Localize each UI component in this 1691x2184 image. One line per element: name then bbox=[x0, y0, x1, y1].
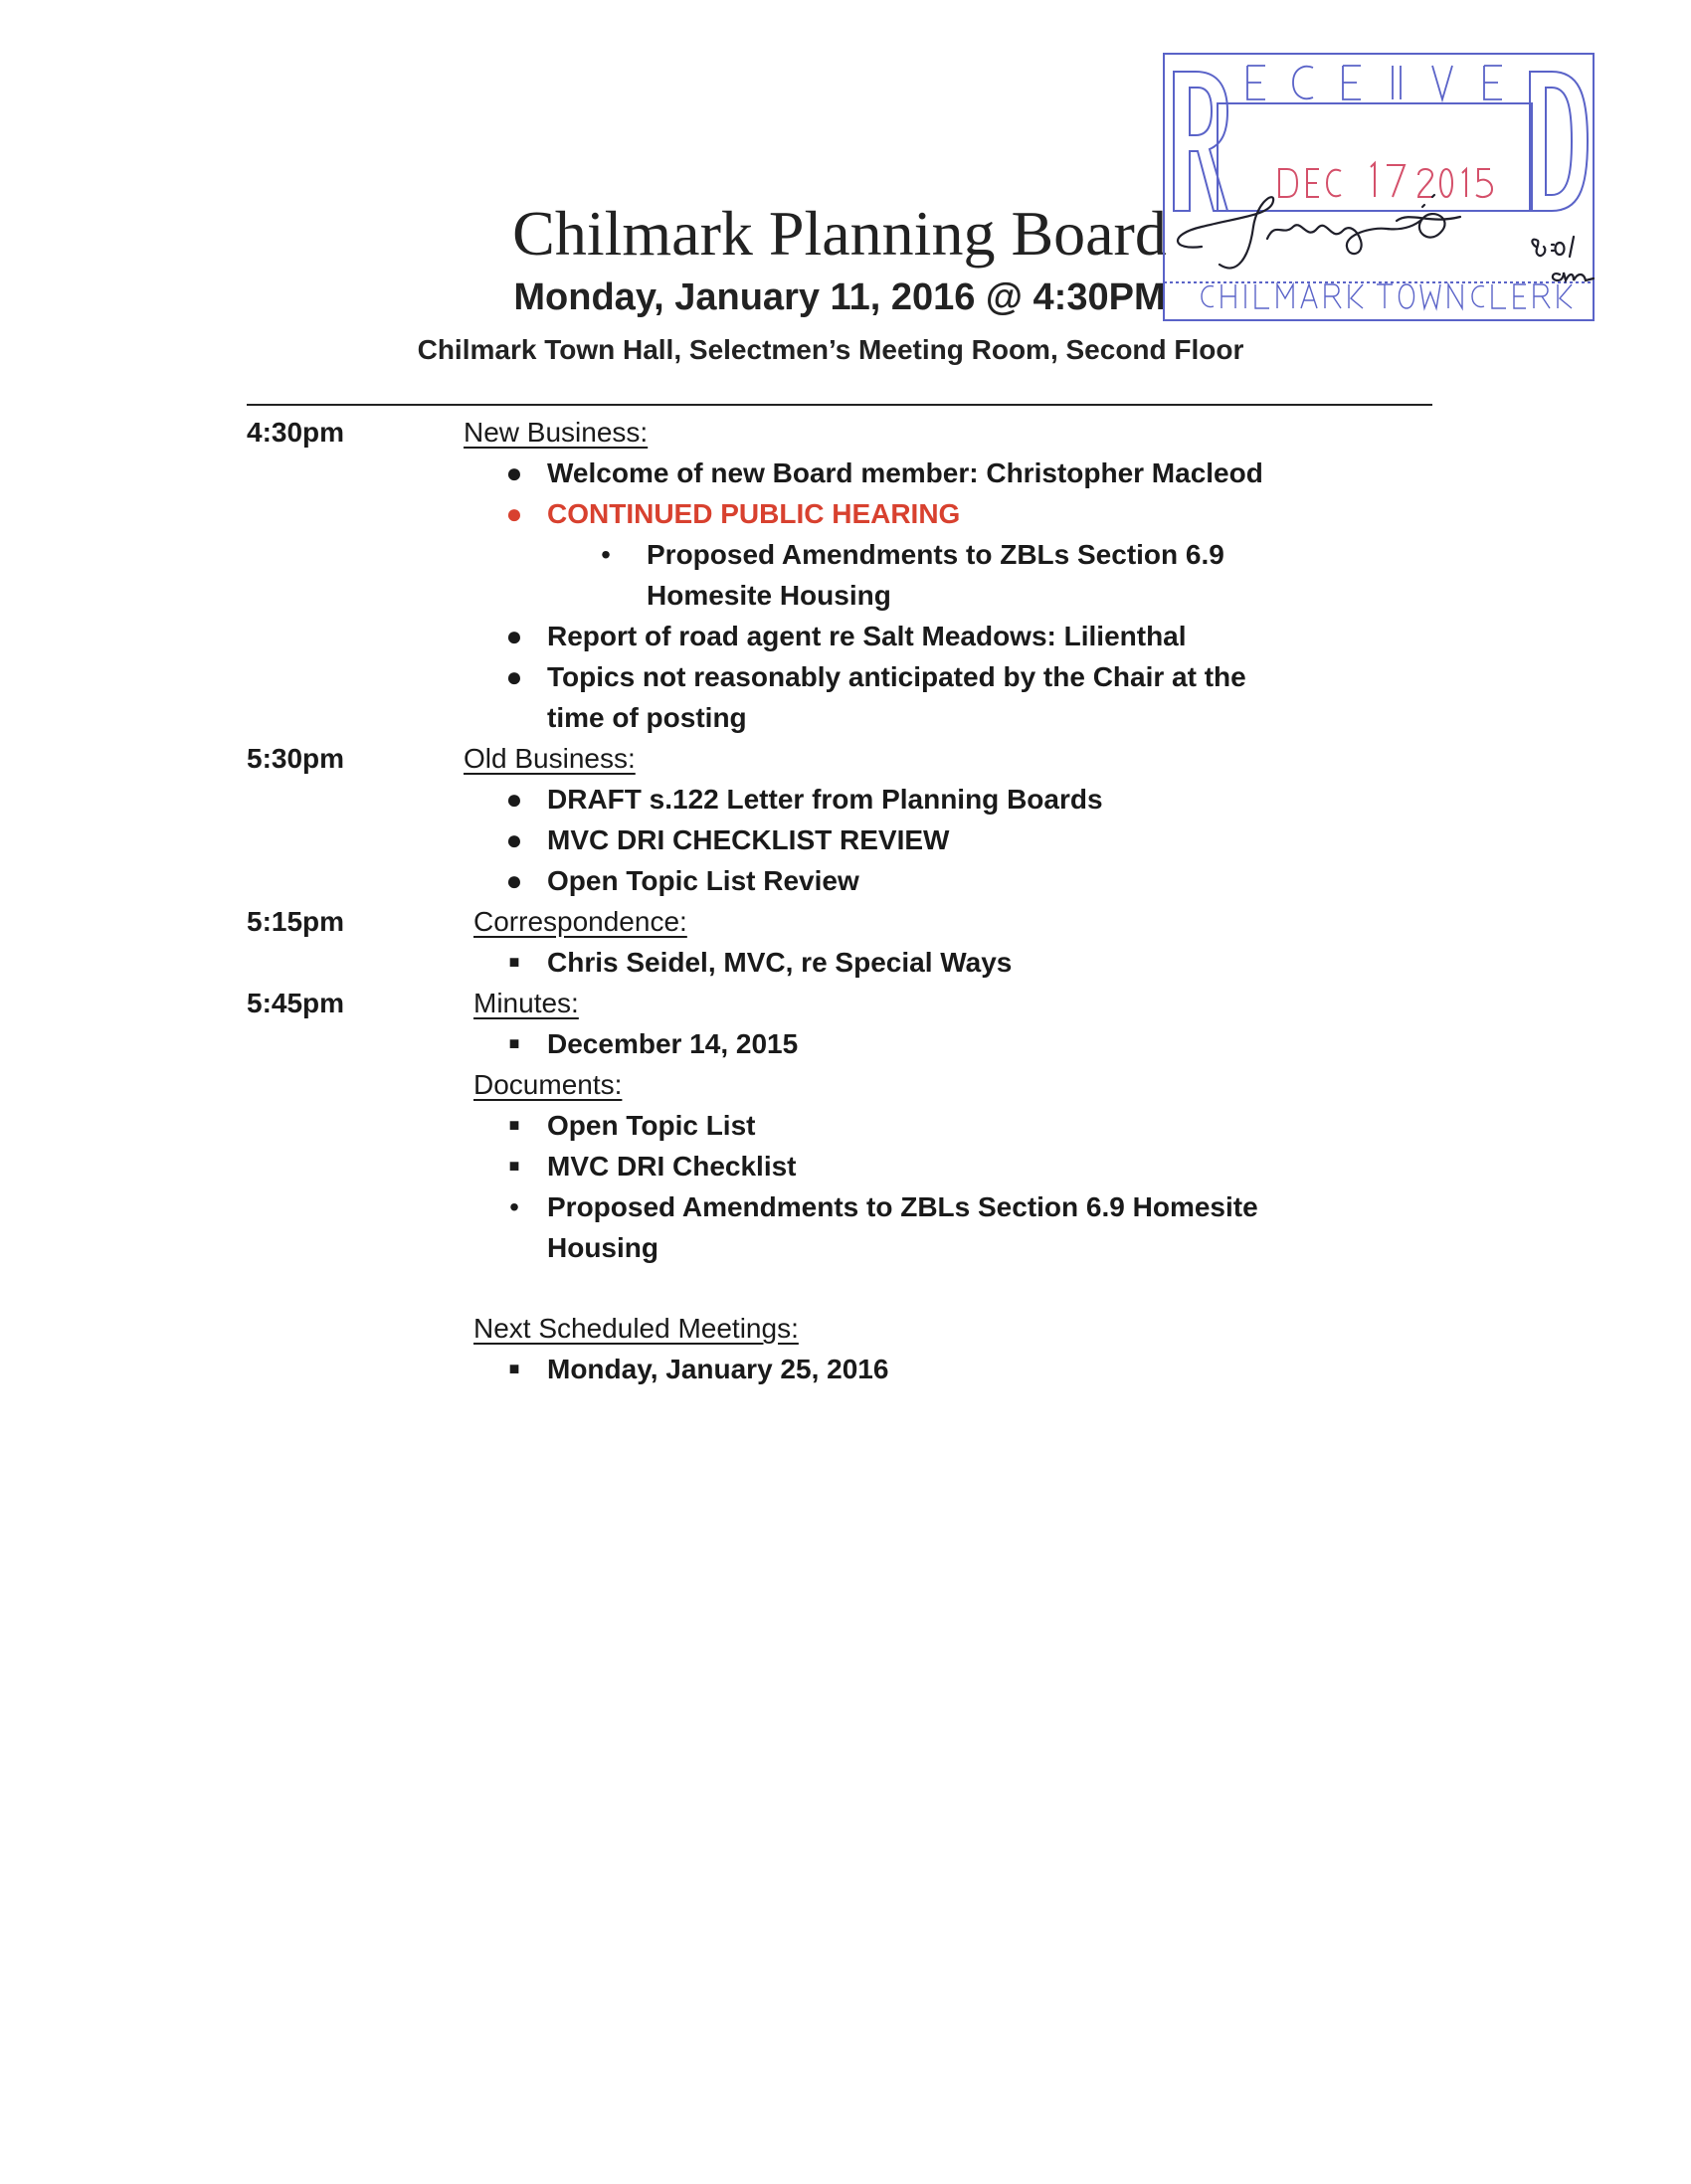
stamp-letter-e2 bbox=[1343, 66, 1361, 99]
list-item bbox=[247, 860, 1341, 901]
stamp-text-o bbox=[1400, 284, 1414, 308]
section-heading: New Business: bbox=[464, 417, 649, 448]
bullet-icon: • bbox=[601, 539, 611, 570]
stamp-date-c bbox=[1327, 170, 1341, 197]
meeting-location: Chilmark Town Hall, Selectmen’s Meeting Room, Second Floor bbox=[417, 334, 1244, 365]
spacer bbox=[247, 1268, 1440, 1308]
list-item bbox=[247, 656, 1341, 738]
section-heading: Correspondence: bbox=[473, 906, 687, 937]
section-time: 5:15pm bbox=[247, 906, 345, 937]
bullet-icon: ■ bbox=[508, 1359, 520, 1378]
stamp-text-h bbox=[1221, 284, 1235, 308]
bullet-icon: ■ bbox=[508, 952, 520, 972]
stamp-text-r bbox=[1325, 284, 1341, 308]
list-item bbox=[247, 1349, 1341, 1389]
stamp-date-5 bbox=[1476, 169, 1492, 197]
item-text: Open Topic List Review bbox=[547, 865, 859, 896]
stamp-text-k2 bbox=[1558, 284, 1572, 308]
stamp-letter-e1 bbox=[1247, 66, 1265, 99]
stamp-date-1 bbox=[1371, 163, 1375, 197]
bullet-icon: ● bbox=[505, 457, 523, 488]
item-text: CONTINUED PUBLIC HEARING bbox=[547, 498, 961, 529]
stamp-text-r2 bbox=[1534, 284, 1550, 308]
header-divider bbox=[247, 404, 1432, 406]
handwritten-01 bbox=[1556, 237, 1575, 257]
item-text: Monday, January 25, 2016 bbox=[547, 1354, 889, 1384]
bullet-icon: ● bbox=[505, 498, 523, 529]
agenda bbox=[247, 412, 1440, 1389]
stamp-text-w bbox=[1420, 284, 1440, 308]
stamp-date-7 bbox=[1387, 165, 1405, 197]
section-heading: Next Scheduled Meetings: bbox=[473, 1313, 799, 1344]
signature-stroke-2 bbox=[1267, 219, 1422, 254]
item-text: MVC DRI Checklist bbox=[547, 1151, 797, 1182]
item-text: DRAFT s.122 Letter from Planning Boards bbox=[547, 784, 1103, 815]
signature-stroke-3 bbox=[1397, 214, 1460, 238]
stamp-text-t bbox=[1377, 284, 1393, 308]
item-text: Chris Seidel, MVC, re Special Ways bbox=[547, 947, 1013, 978]
received-stamp bbox=[1162, 52, 1596, 322]
item-text: Proposed Amendments to ZBLs Section 6.9 Homesite Housing bbox=[547, 1191, 1258, 1263]
list-item bbox=[247, 942, 1341, 983]
bullet-icon: ■ bbox=[508, 1156, 520, 1176]
agenda-section-new-business bbox=[247, 412, 1440, 738]
list-item-public-hearing bbox=[247, 493, 1341, 534]
item-text: Open Topic List bbox=[547, 1110, 756, 1141]
stamp-text-m bbox=[1277, 284, 1293, 308]
item-text: MVC DRI CHECKLIST REVIEW bbox=[547, 824, 950, 855]
stamp-letter-r bbox=[1174, 72, 1227, 211]
stamp-date-0 bbox=[1440, 169, 1452, 197]
agenda-section-correspondence bbox=[247, 901, 1440, 983]
stamp-text-l bbox=[1255, 284, 1269, 308]
item-text: Report of road agent re Salt Meadows: Lilienthal bbox=[547, 621, 1187, 651]
stamp-letter-i bbox=[1393, 66, 1401, 99]
stamp-text-c bbox=[1202, 286, 1214, 307]
list-item bbox=[247, 1186, 1341, 1268]
item-text: Proposed Amendments to ZBLs Section 6.9 Homesite Housing bbox=[647, 539, 1224, 611]
stamp-text-n bbox=[1448, 284, 1462, 308]
handwritten-am bbox=[1553, 273, 1594, 280]
bullet-icon: ● bbox=[505, 661, 523, 692]
list-item bbox=[247, 453, 1341, 493]
list-item bbox=[247, 1146, 1341, 1186]
section-heading: Old Business: bbox=[464, 743, 636, 774]
meeting-date: Monday, January 11, 2016 @ 4:30PM bbox=[513, 276, 1166, 318]
handwritten-colon bbox=[1552, 245, 1554, 251]
page-title: Chilmark Planning Board bbox=[512, 198, 1167, 269]
stamp-letter-d bbox=[1530, 72, 1588, 211]
bullet-icon: ● bbox=[505, 784, 523, 815]
bullet-icon: • bbox=[509, 1191, 519, 1222]
bullet-icon: ■ bbox=[508, 1115, 520, 1135]
stamp-date-d bbox=[1279, 169, 1297, 197]
stamp-text-k bbox=[1349, 284, 1363, 308]
agenda-section-old-business bbox=[247, 738, 1440, 901]
list-item bbox=[247, 779, 1341, 819]
stamp-date-e bbox=[1307, 169, 1319, 197]
stamp-text-l2 bbox=[1492, 284, 1506, 308]
stamp-date-2 bbox=[1418, 169, 1432, 197]
bullet-icon: ■ bbox=[508, 1033, 520, 1053]
stamp-text-e bbox=[1514, 284, 1526, 308]
list-item-sub bbox=[247, 534, 1341, 616]
bullet-icon: ● bbox=[505, 621, 523, 651]
list-item bbox=[247, 1105, 1341, 1146]
agenda-section-minutes bbox=[247, 983, 1440, 1064]
stamp-date-1b bbox=[1462, 169, 1466, 197]
item-text: Topics not reasonably anticipated by the Chair at the time of posting bbox=[547, 661, 1246, 733]
section-time: 4:30pm bbox=[247, 417, 345, 448]
section-heading: Minutes: bbox=[473, 988, 579, 1018]
stamp-letter-v bbox=[1432, 66, 1452, 99]
list-item bbox=[247, 819, 1341, 860]
section-time: 5:45pm bbox=[247, 988, 345, 1018]
agenda-section-next-meetings bbox=[247, 1308, 1440, 1389]
stamp-letter-e3 bbox=[1484, 66, 1502, 99]
item-text: December 14, 2015 bbox=[547, 1028, 799, 1059]
section-heading: Documents: bbox=[473, 1069, 623, 1100]
stamp-text-c2 bbox=[1472, 286, 1484, 307]
item-text: Welcome of new Board member: Christopher Macleod bbox=[547, 457, 1263, 488]
stamp-text-a bbox=[1301, 284, 1317, 308]
handwritten-8 bbox=[1532, 240, 1545, 256]
list-item bbox=[247, 616, 1341, 656]
bullet-icon: ● bbox=[505, 824, 523, 855]
agenda-section-documents bbox=[247, 1064, 1440, 1268]
list-item bbox=[247, 1023, 1341, 1064]
stamp-letter-c bbox=[1293, 67, 1313, 98]
bullet-icon: ● bbox=[505, 865, 523, 896]
section-time: 5:30pm bbox=[247, 743, 345, 774]
